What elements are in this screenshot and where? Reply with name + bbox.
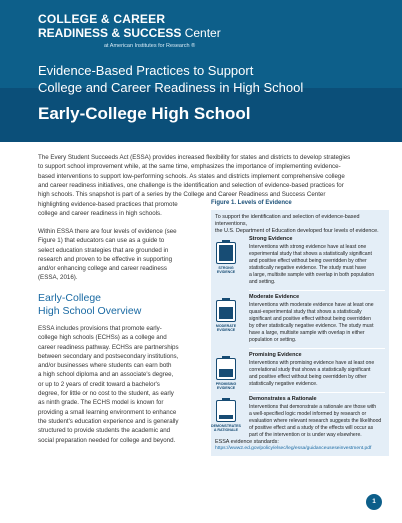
logo-line2-bold: READINESS & SUCCESS xyxy=(38,26,182,40)
desc-line: have a large, multisite sample with overlap in either xyxy=(249,329,365,336)
text-line: as ninth grade. The ECHS model is known for xyxy=(38,399,164,407)
desc-line: part of the intervention or is under way elsewhere. xyxy=(249,431,362,438)
desc-line: significant and positive effect without being overridden xyxy=(249,315,371,322)
section-heading-line2: High School Overview xyxy=(38,305,142,317)
text-line: providing a small learning environment to enhance xyxy=(38,408,177,416)
desc-line: quasi-experimental study that shows a statistically xyxy=(249,308,362,315)
text-line: (ESSA, 2016). xyxy=(38,274,78,282)
text-line: and/or businesses where students can earn both xyxy=(38,362,172,370)
desc-line: Interventions with moderate evidence have at least one xyxy=(249,302,374,308)
text-line: degree, for little or no cost to the student, as early xyxy=(38,390,174,398)
intro-paragraph xyxy=(38,153,374,199)
level-title: Promising Evidence xyxy=(249,352,302,358)
level-icon-label xyxy=(211,382,241,390)
figure-intro-line: To support the identification and selection of evidence-based interventions, xyxy=(215,214,360,228)
desc-line: by other statistically negative evidence. The study must xyxy=(249,322,374,329)
desc-line: evaluation where relevant research suggests the likelihood xyxy=(249,417,382,424)
text-line: and/or enhancing college and career readiness xyxy=(38,265,167,273)
icon-label-line: EVIDENCE xyxy=(216,328,236,333)
logo-line1: COLLEGE & CAREER xyxy=(38,12,166,26)
figure-box xyxy=(211,210,389,456)
figure-title: Figure 1. Levels of Evidence xyxy=(211,200,292,206)
text-line: Figure 1) that educators can use as a guide to xyxy=(38,237,165,245)
battery-fill xyxy=(219,415,233,419)
desc-line: and positive effect without being overridden by other xyxy=(249,373,367,380)
text-line: highlighting evidence-based practices that promote xyxy=(38,201,178,208)
logo-line3: at American Institutes for Research ® xyxy=(104,43,196,49)
text-line: structured to provide students the academic and xyxy=(38,427,171,435)
divider xyxy=(249,290,385,291)
overview-paragraph xyxy=(38,324,218,445)
level-icon-label xyxy=(211,424,241,432)
battery-full-icon xyxy=(216,242,236,264)
section-heading-line1: Early-College xyxy=(38,292,102,304)
text-line: college and career readiness in high schools. xyxy=(38,210,162,218)
battery-three-quarters-icon xyxy=(216,300,236,322)
desc-line: a large, multisite sample with overlap in both population xyxy=(249,271,375,278)
evidence-levels-paragraph xyxy=(38,227,218,283)
desc-line: and positive effect without being overridden by other xyxy=(249,257,367,264)
level-description xyxy=(249,360,385,388)
page-number-badge: 1 xyxy=(366,494,382,510)
text-line: or up to 2 years of credit toward a bachelor's xyxy=(38,380,160,388)
desc-line: population or setting. xyxy=(249,336,297,343)
figure-intro xyxy=(215,214,385,236)
level-description xyxy=(249,244,385,285)
text-line: Within ESSA there are four levels of evidence (see xyxy=(38,228,177,235)
battery-quarter-icon xyxy=(216,400,236,422)
figure-intro-line: the U.S. Department of Education developed four levels of evidence. xyxy=(215,228,379,235)
text-line: research and proven to be effective in supporting xyxy=(38,255,173,263)
level-title: Moderate Evidence xyxy=(249,294,300,300)
level-description xyxy=(249,404,385,439)
page-title xyxy=(38,62,378,96)
text-line: the student's education experience and is generally xyxy=(38,417,179,425)
level-title: Demonstrates a Rationale xyxy=(249,396,317,402)
header-banner xyxy=(0,0,402,142)
desc-line: statistically negative evidence. The study must have xyxy=(249,264,367,271)
intro-line: based interventions to support low-performing schools. As states and districts implement comprehensive college xyxy=(38,172,345,180)
intro-continuation xyxy=(38,200,218,219)
level-icon-label xyxy=(211,266,241,274)
icon-label-line: EVIDENCE xyxy=(216,270,236,275)
level-icon-label xyxy=(211,324,241,332)
icon-label-line: STRONG xyxy=(218,266,234,270)
divider xyxy=(249,392,385,393)
logo-line2-light: Center xyxy=(181,26,221,40)
desc-line: and setting. xyxy=(249,278,276,285)
desc-line: statistically negative evidence. xyxy=(249,380,318,387)
intro-line: to support school improvement while, at the same time, emphasizes the importance of implementing evidence- xyxy=(38,163,341,171)
battery-fill xyxy=(219,245,233,261)
icon-label-line: DEMONSTRATES xyxy=(211,424,241,428)
intro-line: The Every Student Succeeds Act (ESSA) provides increased flexibility for states and districts to develop strategies xyxy=(38,154,351,161)
text-line: career readiness pathway. ECHSs are partnerships xyxy=(38,343,179,351)
section-heading xyxy=(38,292,141,318)
text-line: social preparation needed for college and beyond. xyxy=(38,436,176,444)
standards-link[interactable]: https://www2.ed.gov/policy/elsec/leg/essa/guidanceuseseinvestment.pdf xyxy=(215,446,372,451)
intro-line: high schools. This snapshot is part of a series by the College and Career Readiness and Success Center xyxy=(38,191,326,199)
page-subtitle: Early-College High School xyxy=(38,104,251,123)
title-line1: Evidence-Based Practices to Support xyxy=(38,63,254,78)
text-line: a high school diploma and an associate's degree, xyxy=(38,371,174,379)
desc-line: Interventions that demonstrate a rationale are those with xyxy=(249,404,377,410)
title-line2: College and Career Readiness in High School xyxy=(38,80,304,95)
divider xyxy=(249,348,385,349)
text-line: select education strategies that are grounded in xyxy=(38,246,169,254)
standards-label: ESSA evidence standards: xyxy=(215,439,279,445)
battery-fill xyxy=(219,369,233,377)
level-title: Strong Evidence xyxy=(249,236,293,242)
logo-line2 xyxy=(38,26,221,40)
text-line: between secondary and postsecondary institutions, xyxy=(38,352,179,360)
desc-line: Interventions with strong evidence have at least one xyxy=(249,244,367,250)
logo xyxy=(38,12,221,52)
icon-label-line: A RATIONALE xyxy=(213,428,239,433)
battery-fill xyxy=(219,307,233,319)
desc-line: Interventions with promising evidence have at least one xyxy=(249,360,375,366)
icon-label-line: EVIDENCE xyxy=(216,386,236,391)
text-line: ESSA includes provisions that promote early- xyxy=(38,325,162,332)
desc-line: experimental study that shows a statistically significant xyxy=(249,250,372,257)
desc-line: correlational study that shows a statistically significant xyxy=(249,366,371,373)
icon-label-line: PROMISING xyxy=(215,382,237,386)
intro-line: and career readiness initiatives, one challenge is the identification and selection of evidence-based practices for xyxy=(38,181,344,189)
battery-half-icon xyxy=(216,358,236,380)
desc-line: of positive effect and a study of the effects will occur as xyxy=(249,424,374,431)
text-line: college high schools (ECHSs) as a college and xyxy=(38,334,167,342)
icon-label-line: MODERATE xyxy=(215,324,237,328)
level-description xyxy=(249,302,385,343)
desc-line: a well-specified logic model informed by research or xyxy=(249,410,367,417)
